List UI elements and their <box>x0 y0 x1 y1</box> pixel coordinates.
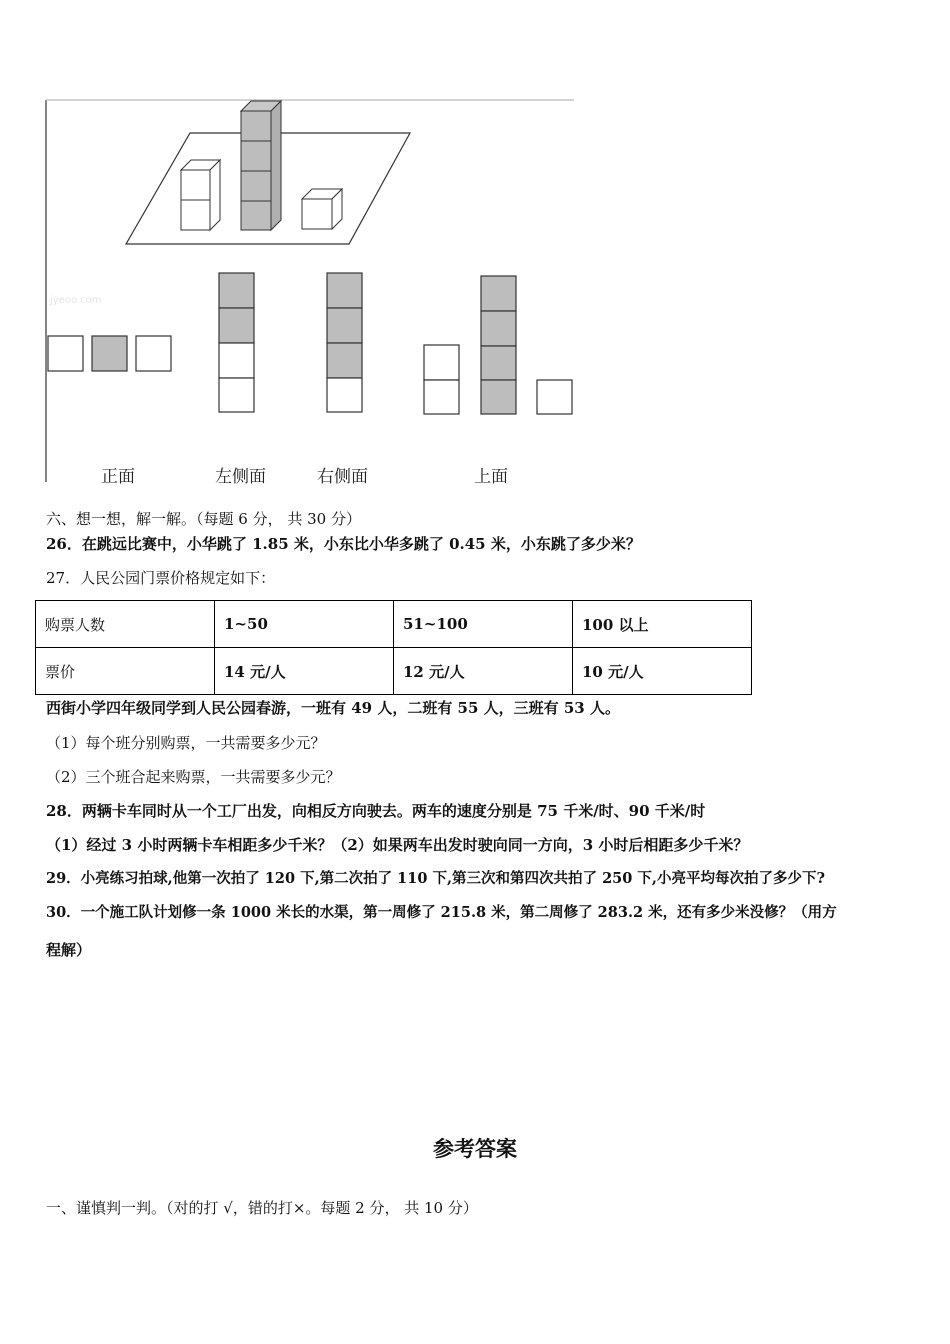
left-side-view <box>219 273 254 412</box>
left-cube-stack <box>181 160 220 230</box>
question-29: 29．小亮练习拍球,他第一次拍了 120 下,第二次拍了 110 下,第三次和第四次共拍了 250 下,小亮平均每次拍了多少下? <box>46 870 825 887</box>
question-30: 30．一个施工队计划修一条 1000 米长的水渠，第一周修了 215.8 米，第二周修了 283.2 米，还有多少米没修？（用方 <box>46 904 837 921</box>
right-side-view <box>327 273 362 412</box>
table-row <box>36 601 752 648</box>
question-27-context: 西街小学四年级同学到人民公园春游，一班有 49 人，二班有 55 人，三班有 53 人。 <box>46 699 620 717</box>
label-left-view: 左侧面 <box>215 467 266 487</box>
label-right-view: 右侧面 <box>317 467 368 487</box>
table-row <box>36 648 752 695</box>
front-view <box>48 336 171 371</box>
table-cell: 购票人数 <box>36 601 215 648</box>
middle-cube-stack <box>241 101 281 230</box>
question-26: 26．在跳远比赛中，小华跳了 1.85 米，小东比小华多跳了 0.45 米，小东跳了多少米？ <box>46 535 641 553</box>
question-27-part-1: （1）每个班分别购票，一共需要多少元？ <box>46 734 326 752</box>
table-cell: 12 元/人 <box>394 648 573 695</box>
watermark: jyeoo.com <box>50 295 102 306</box>
ticket-price-table <box>35 600 752 695</box>
question-30-continued: 程解） <box>46 941 92 959</box>
label-top-view: 上面 <box>474 467 508 487</box>
question-28: 28．两辆卡车同时从一个工厂出发，向相反方向驶去。两车的速度分别是 75 千米/时、90 千米/时 <box>46 802 706 820</box>
answers-title: 参考答案 <box>433 1136 517 1161</box>
question-27-part-2: （2）三个班合起来购票，一共需要多少元？ <box>46 768 341 786</box>
right-cube <box>302 189 342 229</box>
table-cell: 10 元/人 <box>573 648 752 695</box>
table-cell: 51~100 <box>394 601 573 648</box>
question-27: 27．人民公园门票价格规定如下： <box>46 569 276 587</box>
top-view <box>424 276 572 414</box>
section-6-header: 六、想一想，解一解。（每题 6 分， 共 30 分） <box>46 510 361 528</box>
cube-views-figure <box>44 98 576 484</box>
table-cell: 票价 <box>36 648 215 695</box>
label-front-view: 正面 <box>101 467 135 487</box>
table-cell: 14 元/人 <box>215 648 394 695</box>
answers-section-1-header: 一、谨慎判一判。（对的打 √，错的打×。每题 2 分， 共 10 分） <box>46 1199 478 1217</box>
table-cell: 100 以上 <box>573 601 752 648</box>
table-cell: 1~50 <box>215 601 394 648</box>
question-28-parts: （1）经过 3 小时两辆卡车相距多少千米？（2）如果两车出发时驶向同一方向，3 小时后相距多少千米？ <box>46 836 749 854</box>
